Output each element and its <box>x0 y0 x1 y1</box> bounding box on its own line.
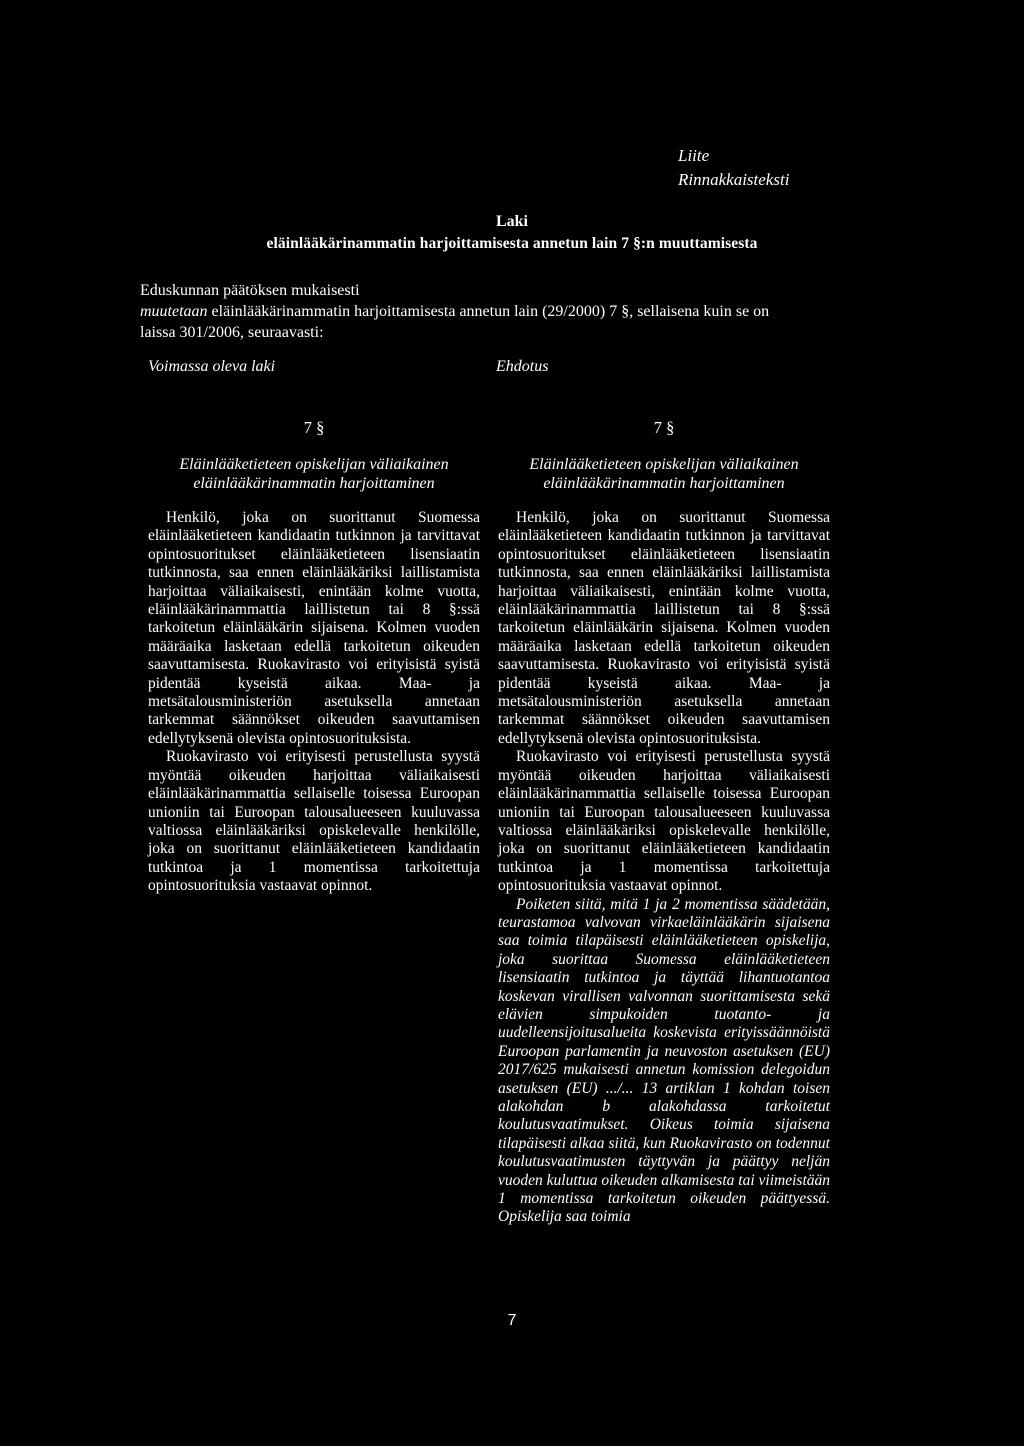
right-paragraph-3: Poiketen siitä, mitä 1 ja 2 momentissa säädetään, teurastamoa valvovan virkaeläinlääkärin sijaisena saa toimia tilapäisesti eläinlääketieteen opiskelija, joka suorittaa Suomessa eläinlääketieteen lisensiaatin tutkintoa ja täyttää lihantuotantoa koskevan virallisen valvonnan suorittamisesta sekä elävien simpukoiden tuotanto- ja uudelleensijoitusalueita koskevista erityissäännöistä Euroopan parlamentin ja neuvoston asetuksen (EU) 2017/625 mukaisesti annetun komission delegoidun asetuksen (EU) .../... 13 artiklan 1 kohdan toisen alakohdan b alakohdassa tarkoitetut koulutusvaatimukset. Oikeus toimia sijaisena tilapäisesti alkaa siitä, kun Ruokavirasto on todennut koulutusvaatimusten täyttyvän ja päättyy neljän vuoden kuluttua oikeuden alkamisesta tai viimeistään 1 momentissa tarkoitetun oikeuden päättyessä. Opiskelija saa toimia <box>498 895 830 1226</box>
intro-line-2-rest: eläinlääkärinammatin harjoittamisesta annetun lain (29/2000) 7 §, sellaisena kuin se on <box>207 303 770 320</box>
parallel-text-label: Rinnakkaisteksti <box>678 170 790 189</box>
current-law-heading: Voimassa oleva laki <box>148 358 276 375</box>
right-section-title-1: Eläinlääketieteen opiskelijan väliaikainen <box>529 456 799 473</box>
right-paragraph-2: Ruokavirasto voi erityisesti perustellusta syystä myöntää oikeuden harjoittaa väliaikaisesti eläinlääkärinammattia sellaiselle toisessa Euroopan unioniin tai Euroopan talousalueeseen kuuluvassa valtiossa eläinlääkäriksi opiskelevalle henkilölle, joka on suorittanut eläinlääketieteen kandidaatin tutkintoa ja 1 momentissa tarkoitettuja opintosuorituksia vastaavat opinnot. <box>498 748 830 895</box>
left-body <box>148 509 480 896</box>
left-section-title-2: eläinlääkärinammatin harjoittaminen <box>193 475 435 492</box>
left-section-title-1: Eläinlääketieteen opiskelijan väliaikainen <box>179 456 449 473</box>
law-title: Laki <box>495 213 528 230</box>
left-paragraph-1: Henkilö, joka on suorittanut Suomessa eläinlääketieteen kandidaatin tutkinnon ja tarvittavat opintosuoritukset eläinlääketieteen lisensiaatin tutkinnosta, saa ennen eläinlääkäriksi laillistamista harjoittaa väliaikaisesti, enintään kolme vuotta, eläinlääkärinammattia laillistetun tai 8 §:ssä tarkoitetun eläinlääkärin sijaisena. Kolmen vuoden määräaika lasketaan edellä tarkoitetun oikeuden saavuttamisesta. Ruokavirasto voi erityisistä syistä pidentää kyseistä aikaa. Maa- ja metsätalousministeriön asetuksella annetaan tarkemmat säännökset oikeuden saavuttamisen edellytyksenä olevista opintosuorituksista. <box>148 509 480 747</box>
right-section-number: 7 § <box>653 418 675 437</box>
law-subtitle: eläinlääkärinammatin harjoittamisesta annetun lain 7 §:n muuttamisesta <box>266 235 758 252</box>
left-section-number: 7 § <box>303 418 325 437</box>
left-paragraph-2: Ruokavirasto voi erityisesti perustellusta syystä myöntää oikeuden harjoittaa väliaikaisesti eläinlääkärinammattia sellaiselle toisessa Euroopan unioniin tai Euroopan talousalueeseen kuuluvassa valtiossa eläinlääkäriksi opiskelevalle henkilölle, joka on suorittanut eläinlääketieteen kandidaatin tutkintoa ja 1 momentissa tarkoitettuja opintosuorituksia vastaavat opinnot. <box>148 748 480 895</box>
intro-line-1: Eduskunnan päätöksen mukaisesti <box>140 282 360 299</box>
page-number: 7 <box>507 1312 517 1329</box>
intro-line-3: laissa 301/2006, seuraavasti: <box>140 324 324 341</box>
right-body <box>498 509 830 1227</box>
intro <box>140 280 885 343</box>
proposal-heading: Ehdotus <box>496 358 549 375</box>
right-section-title-2: eläinlääkärinammatin harjoittaminen <box>543 475 785 492</box>
intro-line-2 <box>140 301 885 322</box>
appendix-label: Liite <box>678 146 710 165</box>
intro-amend-verb: muutetaan <box>140 303 208 320</box>
right-paragraph-1: Henkilö, joka on suorittanut Suomessa eläinlääketieteen kandidaatin tutkinnon ja tarvittavat opintosuoritukset eläinlääketieteen lisensiaatin tutkinnosta, saa ennen eläinlääkäriksi laillistamista harjoittaa väliaikaisesti, enintään kolme vuotta, eläinlääkärinammattia laillistetun tai 8 §:ssä tarkoitetun eläinlääkärin sijaisena. Kolmen vuoden määräaika lasketaan edellä tarkoitetun oikeuden saavuttamisesta. Ruokavirasto voi erityisistä syistä pidentää kyseistä aikaa. Maa- ja metsätalousministeriön asetuksella annetaan tarkemmat säännökset oikeuden saavuttamisen edellytyksenä olevista opintosuorituksista. <box>498 509 830 747</box>
